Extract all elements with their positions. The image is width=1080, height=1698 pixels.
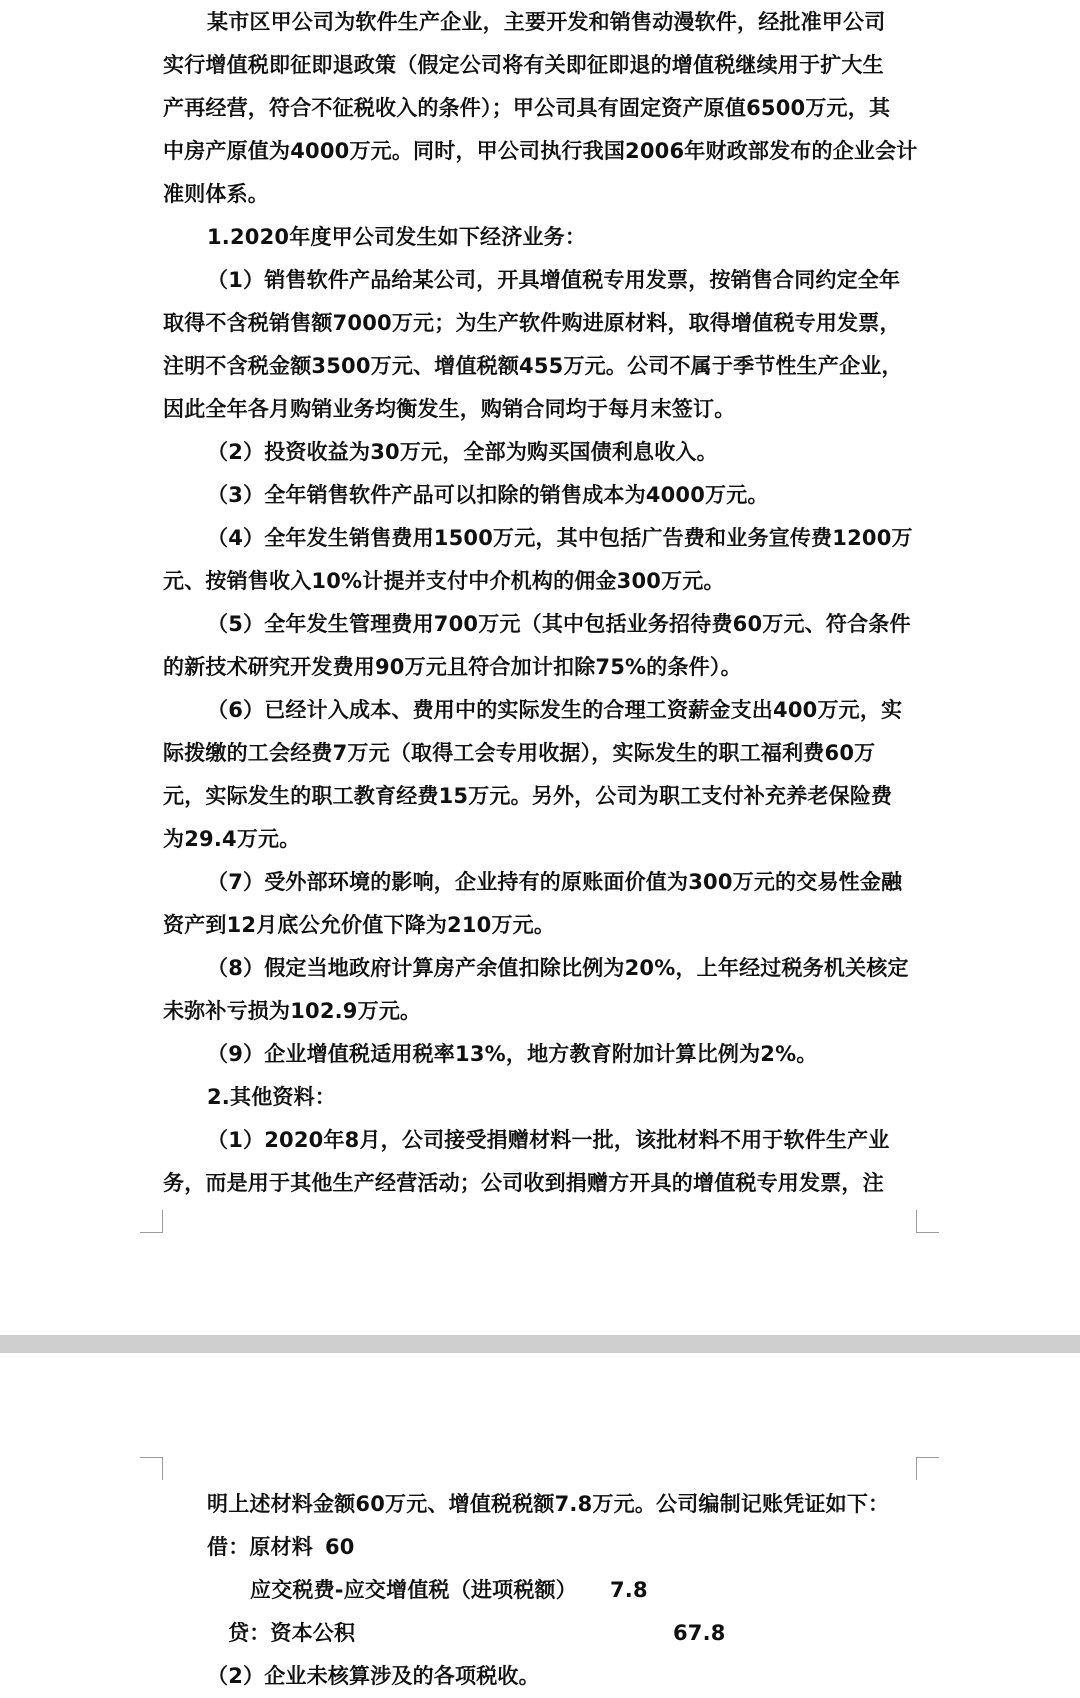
text-line: 际拨缴的工会经费7万元（取得工会专用收据），实际发生的职工福利费60万	[163, 741, 876, 765]
text-line: （4）全年发生销售费用1500万元，其中包括广告费和业务宣传费1200万	[207, 526, 913, 550]
text-line: （8）假定当地政府计算房产余值扣除比例为20%，上年经过税务机关核定	[207, 956, 909, 980]
journal-tax-amount: 7.8	[610, 1578, 648, 1602]
text-line: （7）受外部环境的影响，企业持有的原账面价值为300万元的交易性金融	[207, 870, 903, 894]
text-line: 准则体系。	[163, 182, 269, 206]
journal-credit-amount: 67.8	[673, 1621, 726, 1645]
text-line: （1）2020年8月，公司接受捐赠材料一批，该批材料不用于软件生产业	[207, 1128, 890, 1152]
text-line: （3）全年销售软件产品可以扣除的销售成本为4000万元。	[207, 483, 769, 507]
margin-corner-mark	[140, 1457, 163, 1480]
section-heading: 2.其他资料：	[207, 1085, 336, 1109]
text-line: 元、按销售收入10%计提并支付中介机构的佣金300万元。	[163, 569, 725, 593]
text-line: 中房产原值为4000万元。同时，甲公司执行我国2006年财政部发布的企业会计	[163, 139, 918, 163]
text-line: 某市区甲公司为软件生产企业，主要开发和销售动漫软件，经批准甲公司	[207, 10, 886, 34]
text-line: 资产到12月底公允价值下降为210万元。	[163, 913, 556, 937]
text-line: 为29.4万元。	[163, 827, 301, 851]
text-line: 因此全年各月购销业务均衡发生，购销合同均于每月末签订。	[163, 397, 736, 421]
text-line: 务，而是用于其他生产经营活动；公司收到捐赠方开具的增值税专用发票，注	[163, 1171, 884, 1195]
document-page-2	[0, 1353, 1080, 1698]
text-line: 的新技术研究开发费用90万元且符合加计扣除75%的条件）。	[163, 655, 742, 679]
journal-credit-label: 贷：资本公积	[228, 1621, 356, 1645]
text-line: （5）全年发生管理费用700万元（其中包括业务招待费60万元、符合条件	[207, 612, 911, 636]
text-line: （1）销售软件产品给某公司，开具增值税专用发票，按销售合同约定全年	[207, 268, 901, 292]
margin-corner-mark	[916, 1210, 939, 1233]
journal-debit-label: 借：原材料	[207, 1535, 313, 1559]
text-line: 实行增值税即征即退政策（假定公司将有关即征即退的增值税继续用于扩大生	[163, 53, 884, 77]
text-line: 取得不含税销售额7000万元；为生产软件购进原材料，取得增值税专用发票，	[163, 311, 901, 335]
margin-corner-mark	[140, 1210, 163, 1233]
text-line: 未弥补亏损为102.9万元。	[163, 999, 422, 1023]
journal-debit-amount: 60	[325, 1535, 355, 1559]
margin-corner-mark	[916, 1457, 939, 1480]
text-line: （9）企业增值税适用税率13%，地方教育附加计算比例为2%。	[207, 1042, 818, 1066]
text-line: 明上述材料金额60万元、增值税税额7.8万元。公司编制记账凭证如下：	[207, 1492, 890, 1516]
section-heading: 1.2020年度甲公司发生如下经济业务：	[207, 225, 587, 249]
text-line: 产再经营，符合不征税收入的条件）；甲公司具有固定资产原值6500万元，其	[163, 96, 891, 120]
text-line: （2）企业未核算涉及的各项税收。	[207, 1664, 540, 1688]
journal-tax-label: 应交税费-应交增值税（进项税额）	[250, 1578, 577, 1602]
page-break	[0, 1335, 1080, 1353]
text-line: 注明不含税金额3500万元、增值税额455万元。公司不属于季节性生产企业，	[163, 354, 903, 378]
text-line: （2）投资收益为30万元，全部为购买国债利息收入。	[207, 440, 718, 464]
text-line: 元，实际发生的职工教育经费15万元。另外，公司为职工支付补充养老保险费	[163, 784, 893, 808]
text-line: （6）已经计入成本、费用中的实际发生的合理工资薪金支出400万元，实	[207, 698, 903, 722]
